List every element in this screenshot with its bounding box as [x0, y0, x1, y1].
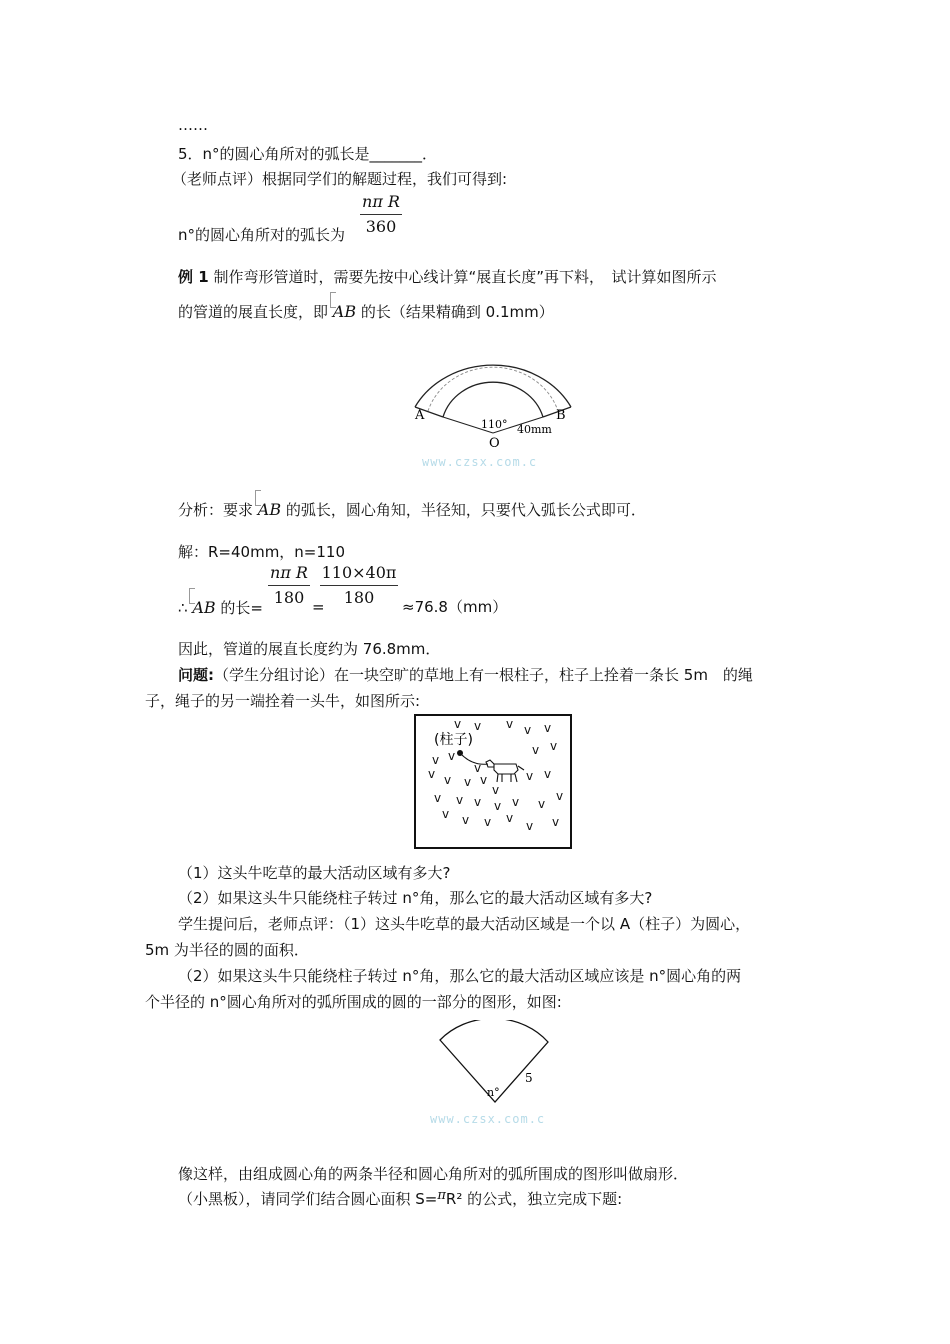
grass-icon: v — [444, 773, 452, 787]
grass-icon: v — [544, 767, 552, 781]
label-b: B — [556, 408, 566, 423]
grass-icon: v — [544, 721, 552, 735]
grass-icon: v — [512, 795, 520, 809]
sector-radius-label: 5 — [525, 1071, 533, 1085]
question-2: （2）如果这头牛只能绕柱子转过 n°角，那么它的最大活动区域有多大? — [178, 889, 653, 907]
pipe-center-line — [428, 367, 558, 411]
angle-label: 110° — [481, 418, 508, 431]
example-1-text-2b: 的长（结果精确到 0.1mm） — [360, 303, 554, 321]
example-1-label: 例 1 — [178, 268, 209, 286]
answer-1-line-2: 5m 为半径的圆的面积． — [145, 941, 309, 959]
conclusion: 因此，管道的展直长度约为 76.8mm． — [178, 640, 441, 658]
blackboard-line: （小黑板），请同学们结合圆心面积 S=πR² 的公式，独立完成下题: — [178, 1188, 623, 1208]
grass-icon: v — [556, 789, 564, 803]
grass-icon: v — [474, 761, 482, 775]
problem-line-1: 问题:（学生分组讨论）在一块空旷的草地上有一根柱子，柱子上拴着一条长 5m 的绳 — [178, 666, 753, 684]
fraction-numerator: nπ R — [362, 192, 400, 211]
fraction-110x40pi-180: 110×40π 180 — [321, 563, 397, 607]
answer-1-line-1: 学生提问后，老师点评：（1）这头牛吃草的最大活动区域是一个以 A（柱子）为圆心， — [178, 915, 751, 933]
sector-angle-label: n° — [487, 1086, 500, 1099]
grass-icon: v — [532, 743, 540, 757]
grass-icon: v — [526, 819, 534, 833]
grass-icon: v — [526, 769, 534, 783]
grass-icon: v — [538, 797, 546, 811]
solution-line: 解：R=40mm，n=110 — [178, 543, 346, 561]
grass-icon: v — [552, 815, 560, 829]
grass-icon: v — [492, 783, 500, 797]
ellipsis: …… — [178, 116, 208, 134]
grass-icon: v — [550, 739, 558, 753]
arc-length-formula-text: n°的圆心角所对的弧长为 — [178, 226, 346, 244]
grass-icon: v — [474, 719, 482, 733]
grass-icon: v — [474, 795, 482, 809]
grass-icon: v — [428, 767, 436, 781]
equation-lhs: ∴ AB 的长= — [178, 598, 263, 617]
field-figure — [414, 714, 572, 850]
pi-symbol: π — [437, 1188, 446, 1203]
post-label: (柱子) — [434, 732, 473, 748]
pipe-figure — [405, 335, 585, 475]
grass-icon: v — [456, 793, 464, 807]
example-1-text-2a: 的管道的展直长度，即 — [178, 303, 329, 321]
radius-label: 40mm — [517, 423, 552, 436]
arc-ab-symbol: AB — [333, 302, 356, 321]
therefore-symbol: ∴ — [178, 599, 188, 617]
label-a: A — [415, 408, 425, 423]
grass-icon: v — [462, 813, 470, 827]
arc-ab-symbol: AB — [192, 598, 215, 617]
problem-label: 问题: — [178, 666, 214, 684]
grass-icon: v — [432, 753, 440, 767]
grass-icon: v — [506, 811, 514, 825]
label-o: O — [489, 436, 500, 451]
question-1: （1）这头牛吃草的最大活动区域有多大? — [178, 864, 451, 882]
fraction-npir-180: nπ R 180 — [268, 563, 310, 608]
watermark-1: www.czsx.com.c — [422, 455, 538, 469]
teacher-comment: （老师点评）根据同学们的解题过程，我们可得到: — [172, 170, 508, 188]
grass-icon: v — [524, 723, 532, 737]
question-5: 5．n°的圆心角所对的弧长是_______． — [178, 145, 438, 163]
grass-icon: v — [442, 807, 450, 821]
grass-icon: v — [454, 717, 462, 731]
watermark-2: www.czsx.com.c — [430, 1112, 546, 1126]
grass-icon: v — [464, 775, 472, 789]
grass-icon: v — [434, 791, 442, 805]
grass-icon: v — [494, 799, 502, 813]
problem-line-2: 子，绳子的另一端拴着一头牛，如图所示: — [145, 692, 421, 710]
grass-icon: v — [484, 815, 492, 829]
pipe-inner-arc — [443, 382, 543, 417]
answer-2-line-2: 个半径的 n°圆心角所对的弧所围成的圆的一部分的图形，如图: — [145, 993, 562, 1011]
pipe-outer-arc — [415, 365, 571, 407]
arc-length-fraction-360 — [360, 192, 402, 237]
answer-2-line-1: （2）如果这头牛只能绕柱子转过 n°角，那么它的最大活动区域应该是 n°圆心角的两 — [178, 967, 742, 985]
fraction-denominator: 360 — [365, 217, 397, 236]
sector-definition: 像这样，由组成圆心角的两条半径和圆心角所对的弧所围成的图形叫做扇形． — [178, 1165, 689, 1183]
example-1-line-1 — [178, 268, 717, 286]
grass-icon: v — [448, 749, 456, 763]
example-1-line-2 — [178, 302, 554, 321]
equals-sign: = — [312, 598, 325, 616]
arc-ab-symbol: AB — [258, 500, 281, 519]
example-1-text: 制作弯形管道时，需要先按中心线计算“展直长度”再下料， 试计算如图所示 — [213, 268, 717, 286]
sector-figure — [435, 1020, 555, 1110]
grass-icon: v — [506, 717, 514, 731]
analysis-line: 分析：要求 AB 的弧长，圆心角知，半径知，只要代入弧长公式即可． — [178, 500, 646, 519]
grass-icon: v — [480, 773, 488, 787]
approx-result: ≈76.8（mm） — [402, 598, 508, 616]
